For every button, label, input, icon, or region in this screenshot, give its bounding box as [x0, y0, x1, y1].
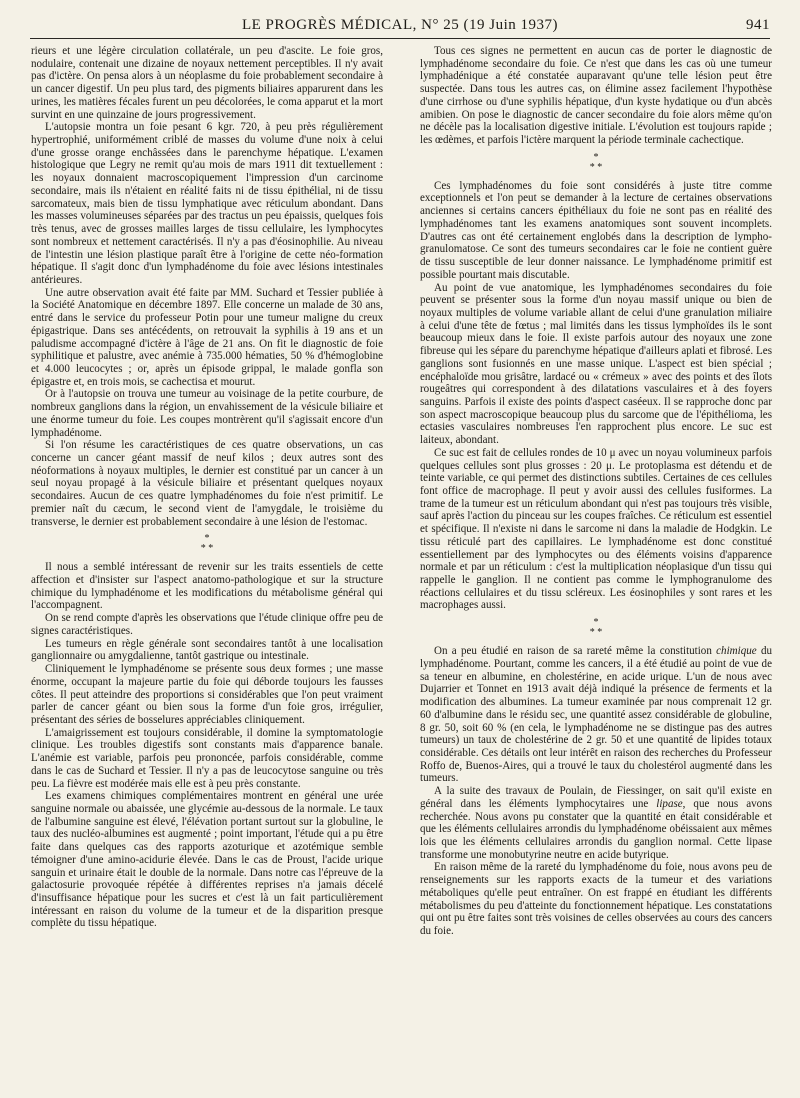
- paragraph: Les tumeurs en règle générale sont secondaires tantôt à une localisation ganglionnaire ou amygdalienne, tantôt gastrique ou intestinale.: [31, 637, 383, 663]
- separator-star: *: [593, 151, 599, 163]
- paragraph: rieurs et une légère circulation collatérale, un peu d'ascite. Le foie gros, nodulaire, contenait une dizaine de noyaux nettement perceptibles. Il n'y avait pas d'ictère. On pensa alors à un néoplasme du foie probablement secondaire à un cancer digestif. Un peu plus tard, des pigments biliaires apparurent dans les urines, les matières fécales furent un peu décolorées, le coma apparut et la mort survint en une quinzaine de jours progressivement.: [31, 45, 383, 121]
- paragraph: L'autopsie montra un foie pesant 6 kgr. 720, à peu près régulièrement hypertrophié, uniformément criblé de masses du volume d'une noix à celui d'une grosse orange enchâssées dans le parenchyme hépatique. L'examen histologique que Legry ne remit qu'au mois de mars 1911 dit textuellement : les noyaux donnaient macroscopiquement l'impression d'un carcinome secondaire, mais ils n'étaient en réalité faits ni de tissu épithélial, ni de tissu sarcomateux, mais bien de tissu lymphatique avec réticulum abondant. Dans les masses volumineuses séparées par des tractus un peu épaissis, quelques fois très tenus, avec de grosses mailles larges de tissu cellulaire, les lymphocytes sont nombreux et nettement caractérisés. Il n'y a pas d'éosinophilie. Au niveau de l'intestin une lésion plastique paraît être à l'origine de cette néo-formation hépatique. Il s'agit donc d'un lymphadénome du foie avec lésions intestinales antérieures.: [31, 121, 383, 286]
- section-separator: [420, 153, 772, 173]
- right-column: [420, 45, 772, 938]
- paragraph: Cliniquement le lymphadénome se présente sous deux formes ; une masse énorme, occupant la majeure partie du foie qui déborde toujours les fausses côtes. Il peut atteindre des proportions si considérables que l'on peut vraiment parler de cancer géant ou bien sous la forme d'un foie gros, irrégulier, présentant des séries de bosselures appréciables cliniquement.: [31, 663, 383, 726]
- paragraph: Les examens chimiques complémentaires montrent en général une urée sanguine normale ou abaissée, une glycémie au-dessous de la normale. Le taux de l'albumine sanguine est élevé, l'élévation portant surtout sur la globuline, le taux des nucléo-albumines est augmenté ; point important, l'étude qui a pu être faite dans quelques cas des rapports azoturique et azotémique semble témoigner d'une amino-acidurie élevée. Dans le cas de Proust, l'acide urique sanguin et urinaire était le double de la normale. Dans notre cas l'épreuve de la galactosurie provoquée répétée à différentes reprises n'a jamais décelé d'insuffisance hépatique pour les sucres et c'est là un fait particulièrement intéressant en raison du volume de la tumeur et de la disparition presque complète du tissu hépatique.: [31, 790, 383, 930]
- paragraph: Au point de vue anatomique, les lymphadénomes secondaires du foie peuvent se présenter sous la forme d'un noyau massif unique ou bien de noyaux multiples de volume variable allant de celui d'une granulation miliaire à celui d'une tête de fœtus ; mal limités dans les tissus lymphoïdes ils le sont beaucoup mieux dans le foie. Il existe parfois autour des noyaux une zone fibreuse qui les sépare du parenchyme hépatique d'ailleurs aplati et fibrosé. Les ganglions sont fusionnés en une masse unique. L'aspect est bien spécial ; encéphaloïde mou grisâtre, lardacé ou « crémeux » avec des points et des îlots rougeâtres qui correspondent à des dilatations vasculaires et à des foyers sanguins. Parfois il existe des points d'aspect caséeux. Il se rapproche donc par son aspect macroscopique beaucoup plus du sarcome que de l'épithélioma, les ectasies vasculaires nombreuses l'en rapprochent plus encore. Le suc est laiteux, abondant.: [420, 281, 772, 447]
- paragraph: On a peu étudié en raison de sa rareté même la constitution chimique du lymphadénome. Pourtant, comme les cancers, il a été étudié au point de vue de sa teneur en albumine, en cholestérine, en acide urique. L'un de nous avec Dujarrier et Tonnet en 1913 avait déjà indiqué la présence de ferments et la modification des albumines. La tumeur examinée par nous comprenait 12 gr. 60 d'albumine dans le résidu sec, une quantité assez considérable de globuline, 8 gr. 50, soit 60 % (en cela, le lymphadénome ne se distingue pas des autres tumeurs) un taux de cholestérine de 2 gr. 50 et une quantité de lipides totaux considérable. Ces détails ont leur intérêt en raison des recherches du Professeur Roffo de, Buenos-Aires, qui a trouvé le taux du cholestérol augmenté dans les tumeurs.: [420, 645, 772, 785]
- page-number: 941: [746, 17, 770, 33]
- running-header: [30, 14, 770, 39]
- separator-star: *: [593, 617, 599, 629]
- left-column: [31, 45, 383, 930]
- section-separator: [31, 534, 383, 554]
- separator-star-pair: * *: [589, 627, 603, 639]
- italic-term: lipase: [656, 797, 683, 810]
- paragraph: A la suite des travaux de Poulain, de Fiessinger, on sait qu'il existe en général dans les éléments lymphocytaires une lipase, que nous avons recherchée. Nous avons pu constater que la quantité en était considérable et que les éléments cellulaires arrondis du lymphadénome obéissaient aux mêmes lois que les éléments cellulaires arrondis du ganglion normal. Cette lipase transforme une monobutyrine neutre en acide butyrique.: [420, 785, 772, 861]
- separator-star-pair: * *: [200, 543, 214, 555]
- paragraph: On se rend compte d'après les observations que l'étude clinique offre peu de signes caractéristiques.: [31, 612, 383, 637]
- paragraph: Si l'on résume les caractéristiques de ces quatre observations, un cas concerne un cancer géant massif de neuf kilos ; deux autres sont des néoformations à noyaux multiples, le dernier est constitué par un cancer à un seul noyau propagé à la vésicule biliaire et présentant quelques noyaux secondaires. Aucun de ces quatre lymphadénomes du foie n'est primitif. Le premier naît du cæcum, le second vient de l'amygdale, le troisième du transverse, le dernier est probablement secondaire à une lésion de l'estomac.: [31, 439, 383, 528]
- italic-term: chimique: [716, 645, 757, 658]
- paragraph: En raison même de la rareté du lymphadénome du foie, nous avons peu de renseignements sur les rapports exacts de la tumeur et des variations métaboliques qu'elle peut entraîner. On est frappé en étudiant les différents métabolismes du peu d'atteinte du fonctionnement hépatique. Les constatations qui ont pu être faites sont très voisines de celles observées au cours des cancers du foie.: [420, 861, 772, 937]
- paragraph: Ce suc est fait de cellules rondes de 10 μ avec un noyau volumineux parfois quelques cellules sont plus grosses : 20 μ. Le protoplasma est détendu et de teinte variable, ce qui permet des distinctions subtiles. Certaines de ces cellules font office de macrophage. Il peut y avoir aussi des cellules fusiformes. La trame de la tumeur est un réticulum abondant qui n'est pas toujours très visible, sauf après l'action du pinceau sur les coupes fraîches. Ce réticulum est essentiel et spécifique. Il n'existe ni dans le sarcome ni dans la maladie de Hodgkin. Le tissu réticulé part des capillaires. Le lymphadénome est donc constitué essentiellement par des lymphocytes ou des éléments voisins d'apparence normale et par un réticulum : c'est la multiplication néoplasique d'un tissu qui rappelle le ganglion. Il ne contient pas comme le lymphogranulome des réactions cellulaires et du tissu scléreux. Les éosinophiles y sont rares et les macrophages aussi.: [420, 446, 772, 612]
- paragraph: Or à l'autopsie on trouva une tumeur au voisinage de la petite courbure, de nombreux ganglions dans la région, un envahissement de la vésicule biliaire et une énorme tumeur du foie. Les coupes montrèrent qu'il s'agissait encore d'un lymphadénome.: [31, 388, 383, 439]
- section-separator: [420, 618, 772, 638]
- separator-star: *: [204, 533, 210, 545]
- journal-title: LE PROGRÈS MÉDICAL, N° 25 (19 Juin 1937): [241, 17, 558, 33]
- paragraph: L'amaigrissement est toujours considérable, il domine la symptomatologie clinique. Les troubles digestifs sont constants mais d'apparence banale. L'anémie est variable, parfois peu prononcée, parfois considérable, comme dans le cas de Suchard et Tessier. Il n'y a pas de leucocytose sanguine ou très peu. La fièvre est modérée mais elle est à peu près constante.: [31, 726, 383, 790]
- paragraph: Ces lymphadénomes du foie sont considérés à juste titre comme exceptionnels et l'on peut se demander à la lecture de certaines observations anciennes si certains cancers épithéliaux du foie ne sont pas en réalité des lymphadénomes tant les examens anatomiques sont souvent incomplets. D'autres cas ont été certainement englobés dans la description de lympho-granulomatose. Ce sont des tumeurs secondaires car le foie ne contient guère de tissu susceptible de leur donner naissance. Le lymphadénome primitif est possible pourtant mais discutable.: [420, 179, 772, 281]
- paragraph: Il nous a semblé intéressant de revenir sur les traits essentiels de cette affection et d'insister sur l'aspect anatomo-pathologique et sur la structure chimique du lymphadénome et les modifications du métabolisme général qui l'accompagnent.: [31, 561, 383, 612]
- paragraph: Tous ces signes ne permettent en aucun cas de porter le diagnostic de lymphadénome secondaire du foie. Ce n'est que dans les cas où une tumeur lymphadénique a été constatée auparavant qu'une telle lésion peut être suspectée. Dans tous les autres cas, on élimine assez facilement l'hypothèse d'une cirrhose ou d'une syphilis hépatique, d'un kyste hydatique ou d'un abcès amibien. On pose le diagnostic de cancer secondaire du foie alors même qu'on ne décèle pas la localisation digestive initiale. L'évolution est toujours rapide ; les œdèmes, et parfois l'ictère marquent la période terminale cachectique.: [420, 45, 772, 147]
- separator-star-pair: * *: [589, 161, 603, 173]
- paragraph: Une autre observation avait été faite par MM. Suchard et Tessier publiée à la Société Anatomique en décembre 1897. Elle concerne un malade de 30 ans, entré dans le service du professeur Potin pour une tumeur maligne du creux épigastrique. Dans ses antécédents, on retrouvait la syphilis à 19 ans et un paludisme accompagné d'ictère à l'âge de 21 ans. On fit le diagnostic de foie syphilitique et palustre, avec anémie à 735.000 hématies, 50 % d'hémoglobine et 4.000 leucocytes ; or, après un épisode grippal, le malade gonfla son épigastre et, en trois mois, se cachectisa et mourut.: [31, 286, 383, 388]
